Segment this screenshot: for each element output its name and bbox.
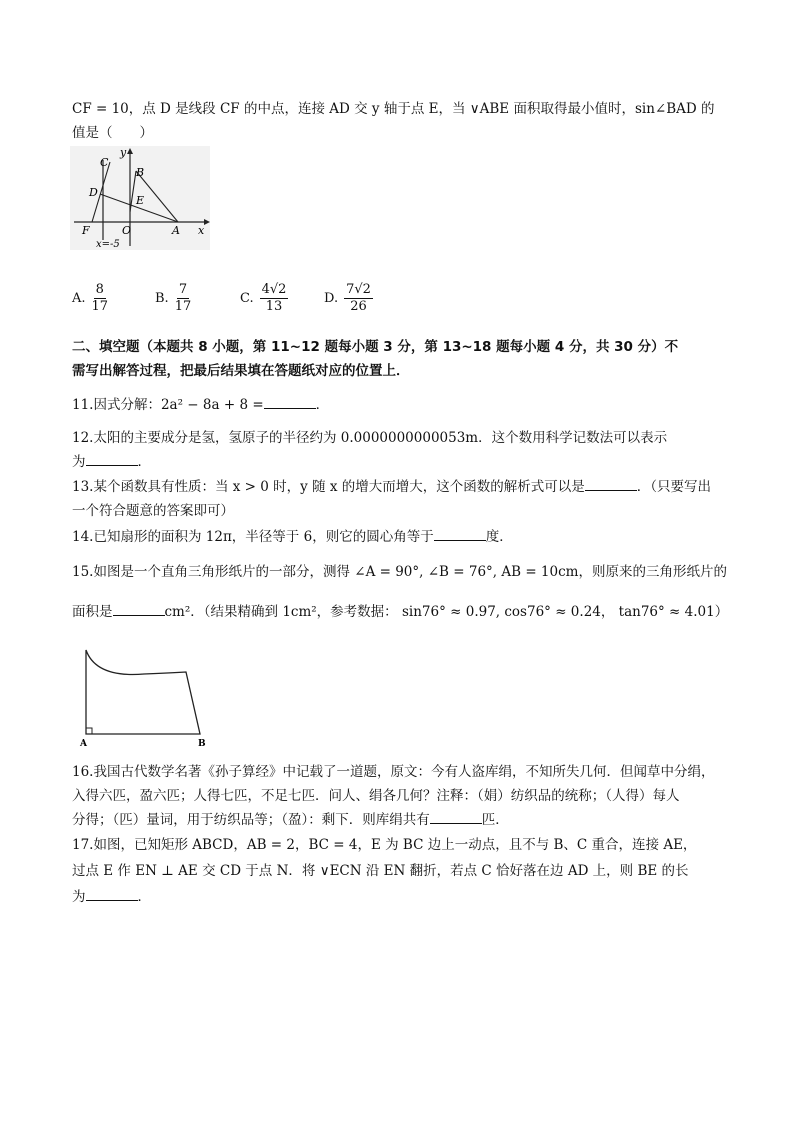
q14 xyxy=(72,525,724,549)
q10-label-c: C xyxy=(100,156,109,169)
q10-label-d: D xyxy=(89,186,98,199)
q15-label-b: B xyxy=(198,739,206,748)
q17-line3 xyxy=(72,885,724,909)
fraction xyxy=(344,282,373,315)
q16-line3-post: 匹． xyxy=(481,812,509,828)
q10-label-a: A xyxy=(172,224,180,237)
numerator: 4√2 xyxy=(261,282,287,297)
fraction xyxy=(175,282,192,315)
q10-line1: CF = 10，点 D 是线段 CF 的中点，连接 AD 交 y 轴于点 E，当 ∨ABE 面积取得最小值时，sin∠BAD 的 xyxy=(72,101,715,117)
q13-line1-pre: 13.某个函数具有性质：当 x > 0 时，y 随 x 的增大而增大，这个函数的解析式可以是 xyxy=(72,479,585,495)
q17-line1: 17.如图，已知矩形 ABCD，AB = 2，BC = 4，E 为 BC 边上一动点，且不与 B、C 重合，连接 AE， xyxy=(72,837,697,853)
q12-line1: 12.太阳的主要成分是氢，氢原子的半径约为 0.0000000000053m．这个数用科学记数法可以表示 xyxy=(72,430,668,446)
numerator: 7√2 xyxy=(346,282,371,297)
q13-line1-post: ．（只要写出 xyxy=(636,479,712,495)
section2-heading-line1: 二、填空题（本题共 8 小题，第 11~12 题每小题 3 分，第 13~18 题每小题 4 分，共 30 分）不 xyxy=(72,339,679,355)
q15-line2-post: cm²．（结果精确到 1cm²，参考数据： sin76° ≈ 0.97, cos76° ≈ 0.24， tan76° ≈ 4.01） xyxy=(164,604,729,620)
option-label: B. xyxy=(155,291,169,306)
denominator: 17 xyxy=(91,299,109,314)
q10-option-c xyxy=(240,282,290,315)
q10-option-b xyxy=(155,282,193,315)
q14-answer-blank[interactable] xyxy=(434,526,486,541)
q10-line2: 值是（ ） xyxy=(72,125,153,141)
option-label: D. xyxy=(324,291,339,306)
denominator: 17 xyxy=(174,299,192,314)
q11-answer-blank[interactable] xyxy=(264,394,316,409)
denominator: 13 xyxy=(265,299,283,314)
q13-answer-blank[interactable] xyxy=(585,476,637,491)
q15-answer-blank[interactable] xyxy=(113,601,165,616)
q11-text: 11.因式分解：2a² − 8a + 8 = xyxy=(72,397,264,413)
q12-line2-post: ． xyxy=(137,454,151,470)
q12-line2-pre: 为 xyxy=(72,454,86,470)
option-label: C. xyxy=(240,291,254,306)
q17-line2: 过点 E 作 EN ⊥ AE 交 CD 于点 N．将 ∨ECN 沿 EN 翻折，若点 C 恰好落在边 AD 上，则 BE 的长 xyxy=(72,863,689,879)
q16-line2: 入得六匹，盈六匹；人得七匹，不足七匹．问人、绢各几何？注释：（娟）纺织品的统称；（人得）每人 xyxy=(72,788,680,804)
q16-answer-blank[interactable] xyxy=(430,809,482,824)
q15-line2 xyxy=(72,600,729,624)
fraction xyxy=(92,282,109,315)
q11 xyxy=(72,393,724,417)
option-label: A. xyxy=(72,291,86,306)
q10-coordinate-figure xyxy=(70,146,210,250)
section2-heading-line2: 需写出解答过程，把最后结果填在答题纸对应的位置上． xyxy=(72,363,410,379)
q16-line3 xyxy=(72,808,724,832)
q15-label-a: A xyxy=(80,739,87,748)
q16-line3-pre: 分得；（匹）量词，用于纺织品等；（盈）：剩下．则库绢共有 xyxy=(72,812,430,828)
q10-label-e: E xyxy=(136,194,145,207)
q13-line1 xyxy=(72,475,724,499)
q10-label-b: B xyxy=(136,166,145,179)
q10-option-d xyxy=(324,282,375,315)
numerator: 7 xyxy=(178,282,188,297)
q17-answer-blank[interactable] xyxy=(86,886,138,901)
q15-line2-pre: 面积是 xyxy=(72,604,113,620)
q10-label-y: y xyxy=(120,146,127,159)
q14-post: 度． xyxy=(485,529,513,545)
numerator: 8 xyxy=(95,282,104,297)
q17-line3-post: ． xyxy=(137,889,151,905)
q10-option-a xyxy=(72,282,110,315)
q11-end: ． xyxy=(315,397,330,413)
q10-label-line: x=-5 xyxy=(96,239,120,250)
q14-pre: 14.已知扇形的面积为 12π，半径等于 6，则它的圆心角等于 xyxy=(72,529,434,545)
q15-paper-figure xyxy=(74,644,224,748)
q15-line1: 15.如图是一个直角三角形纸片的一部分，测得 ∠A = 90°, ∠B = 76°, AB = 10cm，则原来的三角形纸片的 xyxy=(72,564,727,580)
q16-line1: 16.我国古代数学名著《孙子算经》中记载了一道题，原文：今有人盗库绢，不知所失几何．但闻草中分绢， xyxy=(72,764,715,780)
q10-label-x: x xyxy=(198,224,205,237)
q17-line3-pre: 为 xyxy=(72,889,86,905)
q10-label-o: O xyxy=(122,224,132,237)
q13-line2: 一个符合题意的答案即可） xyxy=(72,503,234,519)
q12-line2 xyxy=(72,450,724,474)
fraction xyxy=(260,282,289,315)
q12-answer-blank[interactable] xyxy=(86,451,138,466)
denominator: 26 xyxy=(350,299,367,314)
q10-label-f: F xyxy=(82,224,90,237)
